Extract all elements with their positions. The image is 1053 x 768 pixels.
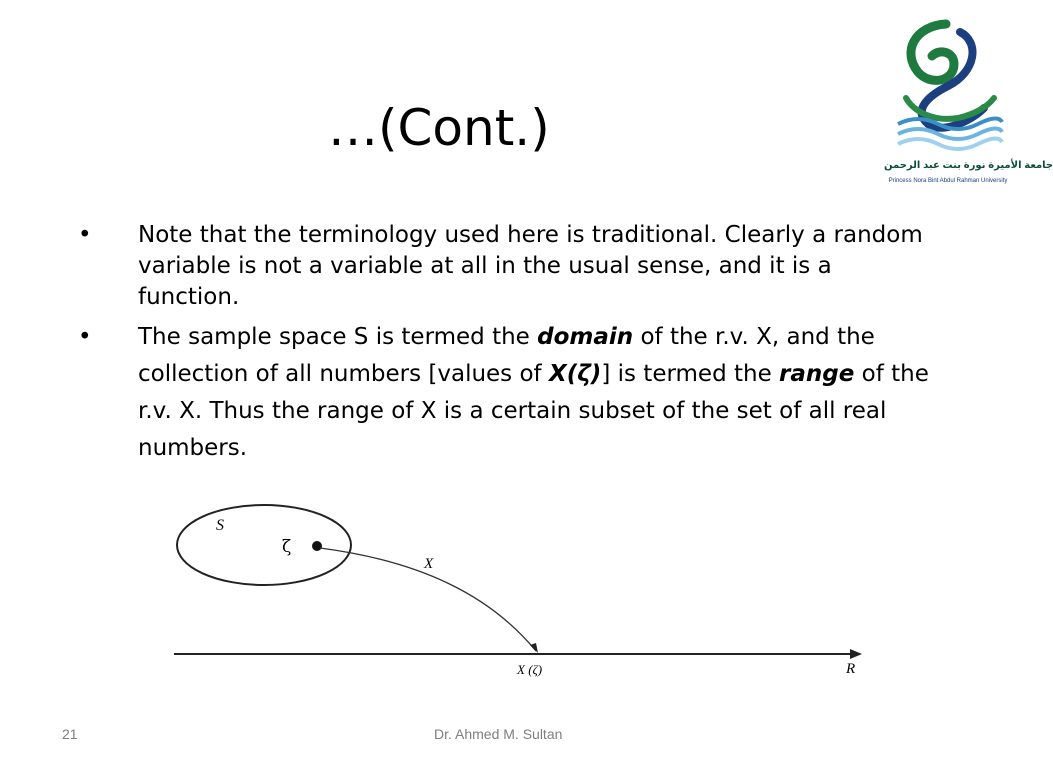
logo-arabic-name: جامعة الأميرة نورة بنت عبد الرحمن xyxy=(884,160,1053,171)
university-emblem-icon xyxy=(884,12,1012,162)
bullet-marker: • xyxy=(78,222,92,248)
logo-english-name: Princess Nora Bint Abdul Rahman University xyxy=(888,178,1008,184)
bullet-text: Note that the terminology used here is traditional. Clearly a random variable is not a variable at all in the usual sense, and it is a function. xyxy=(138,222,923,310)
author-footer: Dr. Ahmed M. Sultan xyxy=(434,726,563,742)
set-label: S xyxy=(216,517,224,534)
bullet-item xyxy=(74,319,934,467)
bullet-text: of the r.v. X. Thus the range of X is a certain subset of the set of all real numbers. xyxy=(138,361,929,461)
slide-title: …(Cont.) xyxy=(328,99,550,157)
page-number: 21 xyxy=(62,726,78,742)
emphasis-term: domain xyxy=(537,324,634,350)
sample-point xyxy=(312,541,322,551)
random-variable-diagram xyxy=(170,495,870,685)
bullet-item xyxy=(74,220,934,313)
bullet-text: of the r.v. X, and the collection of all numbers [values of xyxy=(138,324,875,387)
university-logo xyxy=(884,12,1053,190)
sample-space-ellipse xyxy=(177,505,351,585)
bullet-marker: • xyxy=(78,324,92,350)
image-label: X (ζ) xyxy=(517,662,543,677)
axis-label: R xyxy=(846,661,856,677)
bullet-text: ] is termed the xyxy=(601,361,780,387)
mapping-label: X xyxy=(424,556,434,572)
bullet-list xyxy=(74,220,934,473)
axis-arrow-head xyxy=(850,649,862,659)
emphasis-term: range xyxy=(779,361,855,387)
point-label: ζ xyxy=(282,537,292,557)
emphasis-term: X(ζ) xyxy=(548,361,602,387)
bullet-text: The sample space S is termed the xyxy=(138,324,538,350)
